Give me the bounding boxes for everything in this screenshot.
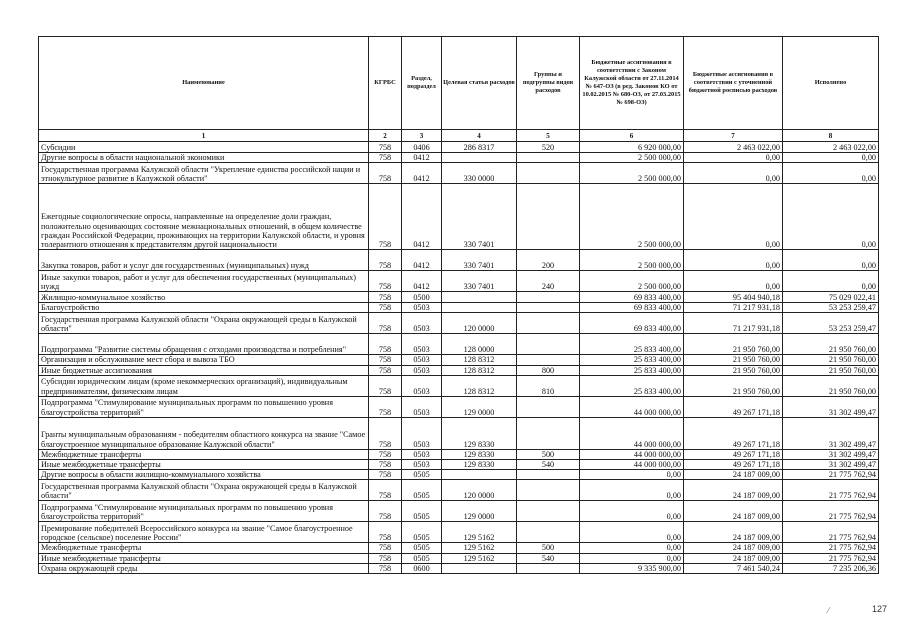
cell-group: 520	[517, 142, 580, 153]
cell-law: 2 500 000,00	[580, 163, 684, 184]
cell-razdel: 0503	[402, 355, 442, 365]
cell-refined: 49 267 171,18	[684, 449, 783, 459]
cell-group	[517, 522, 580, 543]
cell-target: 330 0000	[442, 163, 517, 184]
col-number: 8	[783, 130, 879, 142]
cell-kgrbs: 758	[369, 142, 402, 153]
cell-razdel: 0505	[402, 480, 442, 501]
cell-name: Иные межбюджетные трансферты	[39, 553, 369, 563]
cell-refined: 24 187 009,00	[684, 522, 783, 543]
cell-done: 21 775 762,94	[783, 501, 879, 522]
cell-kgrbs: 758	[369, 355, 402, 365]
cell-target	[442, 153, 517, 163]
pen-mark: ⁄	[828, 606, 830, 615]
cell-group	[517, 470, 580, 480]
table-row	[39, 334, 879, 355]
cell-done: 21 950 760,00	[783, 355, 879, 365]
cell-refined: 49 267 171,18	[684, 460, 783, 470]
cell-done: 0,00	[783, 271, 879, 292]
cell-done: 31 302 499,47	[783, 417, 879, 449]
cell-kgrbs: 758	[369, 460, 402, 470]
cell-razdel: 0505	[402, 470, 442, 480]
table-row	[39, 553, 879, 563]
cell-razdel: 0412	[402, 271, 442, 292]
cell-kgrbs: 758	[369, 292, 402, 303]
cell-refined: 49 267 171,18	[684, 417, 783, 449]
cell-kgrbs: 758	[369, 250, 402, 271]
cell-refined: 21 950 760,00	[684, 334, 783, 355]
cell-name: Государственная программа Калужской области "Укрепление единства российской нации и этнокультурное развитие в Калужской области"	[39, 163, 369, 184]
cell-target: 128 8312	[442, 375, 517, 396]
cell-refined: 24 187 009,00	[684, 553, 783, 563]
cell-group	[517, 163, 580, 184]
table-row	[39, 250, 879, 271]
cell-group: 540	[517, 460, 580, 470]
cell-refined: 21 950 760,00	[684, 375, 783, 396]
cell-refined: 49 267 171,18	[684, 396, 783, 417]
cell-kgrbs: 758	[369, 334, 402, 355]
col-number: 5	[517, 130, 580, 142]
cell-target: 128 0000	[442, 334, 517, 355]
cell-group	[517, 480, 580, 501]
table-row	[39, 365, 879, 375]
cell-razdel: 0500	[402, 292, 442, 303]
cell-target	[442, 303, 517, 313]
col-header-law: Бюджетные ассигнования в соответствии с Законом Калужской области от 27.11.2014 № 647-ОЗ (в ред. Законов КО от 10.02.2015 № 680-ОЗ, от 27.03.2015 № 698-ОЗ)	[580, 37, 684, 130]
cell-group: 810	[517, 375, 580, 396]
col-header-razdel: Раздел, подраздел	[402, 37, 442, 130]
cell-refined: 24 187 009,00	[684, 543, 783, 553]
cell-done: 31 302 499,47	[783, 449, 879, 459]
cell-refined: 71 217 931,18	[684, 303, 783, 313]
table-row	[39, 417, 879, 449]
col-number: 2	[369, 130, 402, 142]
cell-kgrbs: 758	[369, 480, 402, 501]
cell-kgrbs: 758	[369, 271, 402, 292]
cell-target: 129 5162	[442, 522, 517, 543]
cell-group: 500	[517, 543, 580, 553]
cell-name: Подпрограмма "Стимулирование муниципальных программ по повышению уровня благоустройства территорий"	[39, 501, 369, 522]
cell-law: 2 500 000,00	[580, 250, 684, 271]
cell-law: 2 500 000,00	[580, 184, 684, 250]
cell-done: 21 775 762,94	[783, 470, 879, 480]
cell-razdel: 0505	[402, 553, 442, 563]
cell-name: Иные бюджетные ассигнования	[39, 365, 369, 375]
cell-refined: 0,00	[684, 163, 783, 184]
cell-razdel: 0503	[402, 303, 442, 313]
cell-done: 31 302 499,47	[783, 396, 879, 417]
cell-refined: 0,00	[684, 153, 783, 163]
cell-refined: 24 187 009,00	[684, 480, 783, 501]
cell-name: Подпрограмма "Стимулирование муниципальных программ по повышению уровня благоустройства территорий"	[39, 396, 369, 417]
table-row	[39, 292, 879, 303]
table-row	[39, 563, 879, 573]
cell-kgrbs: 758	[369, 522, 402, 543]
cell-kgrbs: 758	[369, 543, 402, 553]
cell-refined: 21 950 760,00	[684, 355, 783, 365]
cell-group	[517, 313, 580, 334]
cell-law: 0,00	[580, 553, 684, 563]
table-row	[39, 153, 879, 163]
cell-done: 21 775 762,94	[783, 522, 879, 543]
cell-refined: 21 950 760,00	[684, 365, 783, 375]
cell-target: 330 7401	[442, 271, 517, 292]
cell-name: Государственная программа Калужской области "Охрана окружающей среды в Калужской области"	[39, 480, 369, 501]
cell-kgrbs: 758	[369, 375, 402, 396]
cell-razdel: 0503	[402, 396, 442, 417]
cell-refined: 7 461 540,24	[684, 563, 783, 573]
cell-target: 129 8330	[442, 417, 517, 449]
cell-target: 129 0000	[442, 501, 517, 522]
cell-target: 129 8330	[442, 460, 517, 470]
cell-name: Государственная программа Калужской области "Охрана окружающей среды в Калужской области"	[39, 313, 369, 334]
cell-kgrbs: 758	[369, 396, 402, 417]
table-row	[39, 522, 879, 543]
cell-law: 25 833 400,00	[580, 365, 684, 375]
cell-done: 7 235 206,36	[783, 563, 879, 573]
cell-group	[517, 417, 580, 449]
cell-name: Благоустройство	[39, 303, 369, 313]
cell-razdel: 0503	[402, 460, 442, 470]
col-number: 3	[402, 130, 442, 142]
cell-group	[517, 292, 580, 303]
cell-done: 0,00	[783, 153, 879, 163]
column-number-row	[39, 130, 879, 142]
cell-law: 69 833 400,00	[580, 303, 684, 313]
cell-law: 0,00	[580, 501, 684, 522]
cell-done: 21 775 762,94	[783, 480, 879, 501]
cell-name: Межбюджетные трансферты	[39, 543, 369, 553]
cell-name: Закупка товаров, работ и услуг для государственных (муниципальных) нужд	[39, 250, 369, 271]
cell-law: 69 833 400,00	[580, 313, 684, 334]
cell-group	[517, 184, 580, 250]
cell-group	[517, 396, 580, 417]
table-row	[39, 470, 879, 480]
cell-done: 21 950 760,00	[783, 375, 879, 396]
cell-razdel: 0503	[402, 313, 442, 334]
cell-done: 2 463 022,00	[783, 142, 879, 153]
cell-done: 21 950 760,00	[783, 334, 879, 355]
table-row	[39, 313, 879, 334]
cell-name: Премирование победителей Всероссийского конкурса на звание "Самое благоустроенное городское (сельское) поселение России"	[39, 522, 369, 543]
cell-law: 44 000 000,00	[580, 417, 684, 449]
cell-target: 120 0000	[442, 480, 517, 501]
table-row	[39, 375, 879, 396]
cell-kgrbs: 758	[369, 303, 402, 313]
cell-law: 0,00	[580, 522, 684, 543]
cell-kgrbs: 758	[369, 501, 402, 522]
cell-name: Охрана окружающей среды	[39, 563, 369, 573]
cell-law: 6 920 000,00	[580, 142, 684, 153]
cell-done: 53 253 259,47	[783, 303, 879, 313]
cell-group: 800	[517, 365, 580, 375]
cell-name: Субсидии	[39, 142, 369, 153]
cell-group: 500	[517, 449, 580, 459]
cell-razdel: 0505	[402, 543, 442, 553]
cell-name: Другие вопросы в области жилищно-коммунального хозяйства	[39, 470, 369, 480]
cell-razdel: 0600	[402, 563, 442, 573]
cell-done: 31 302 499,47	[783, 460, 879, 470]
cell-law: 0,00	[580, 543, 684, 553]
cell-refined: 24 187 009,00	[684, 470, 783, 480]
cell-razdel: 0412	[402, 163, 442, 184]
table-row	[39, 543, 879, 553]
col-header-kgrbs: КГРБС	[369, 37, 402, 130]
cell-razdel: 0503	[402, 417, 442, 449]
budget-table	[38, 36, 879, 574]
cell-razdel: 0412	[402, 153, 442, 163]
table-row	[39, 271, 879, 292]
cell-group	[517, 501, 580, 522]
col-number: 1	[39, 130, 369, 142]
cell-group: 200	[517, 250, 580, 271]
cell-name: Иные межбюджетные трансферты	[39, 460, 369, 470]
cell-group: 240	[517, 271, 580, 292]
cell-target: 330 7401	[442, 250, 517, 271]
cell-group	[517, 355, 580, 365]
cell-group: 540	[517, 553, 580, 563]
cell-razdel: 0503	[402, 365, 442, 375]
cell-law: 44 000 000,00	[580, 396, 684, 417]
cell-target	[442, 292, 517, 303]
cell-law: 2 500 000,00	[580, 271, 684, 292]
cell-target: 330 7401	[442, 184, 517, 250]
table-row	[39, 142, 879, 153]
col-header-name: Наименование	[39, 37, 369, 130]
page-number: 127	[872, 604, 888, 614]
cell-name: Жилищно-коммунальное хозяйство	[39, 292, 369, 303]
cell-done: 75 029 022,41	[783, 292, 879, 303]
col-header-groups: Группы и подгруппы видов расходов	[517, 37, 580, 130]
cell-kgrbs: 758	[369, 563, 402, 573]
cell-done: 0,00	[783, 163, 879, 184]
cell-law: 25 833 400,00	[580, 375, 684, 396]
cell-razdel: 0503	[402, 449, 442, 459]
cell-refined: 0,00	[684, 271, 783, 292]
table-row	[39, 449, 879, 459]
cell-law: 2 500 000,00	[580, 153, 684, 163]
col-number: 6	[580, 130, 684, 142]
cell-law: 0,00	[580, 480, 684, 501]
cell-law: 44 000 000,00	[580, 460, 684, 470]
table-row	[39, 163, 879, 184]
cell-law: 25 833 400,00	[580, 334, 684, 355]
cell-kgrbs: 758	[369, 313, 402, 334]
col-number: 7	[684, 130, 783, 142]
cell-kgrbs: 758	[369, 153, 402, 163]
cell-target: 129 5162	[442, 553, 517, 563]
cell-refined: 71 217 931,18	[684, 313, 783, 334]
col-header-target: Целевая статья расходов	[442, 37, 517, 130]
cell-law: 69 833 400,00	[580, 292, 684, 303]
cell-done: 21 950 760,00	[783, 365, 879, 375]
cell-name: Ежегодные социологические опросы, направленные на определение доли граждан, положительно оценивающих состояние межнациональных отношений, в общем количестве граждан Российской Федерации, проживающих на территории Калужской области, и уровня толерантного отношения к представителям другой национальности	[39, 184, 369, 250]
cell-kgrbs: 758	[369, 417, 402, 449]
cell-done: 21 775 762,94	[783, 543, 879, 553]
cell-name: Другие вопросы в области национальной экономики	[39, 153, 369, 163]
table-row	[39, 355, 879, 365]
cell-law: 25 833 400,00	[580, 355, 684, 365]
cell-razdel: 0505	[402, 522, 442, 543]
cell-target: 128 8312	[442, 355, 517, 365]
col-header-done: Исполнено	[783, 37, 879, 130]
cell-name: Межбюджетные трансферты	[39, 449, 369, 459]
cell-law: 44 000 000,00	[580, 449, 684, 459]
table-row	[39, 184, 879, 250]
cell-razdel: 0412	[402, 184, 442, 250]
cell-name: Иные закупки товаров, работ и услуг для обеспечения государственных (муниципальных) нужд	[39, 271, 369, 292]
cell-group	[517, 334, 580, 355]
table-row	[39, 303, 879, 313]
cell-target: 120 0000	[442, 313, 517, 334]
cell-done: 53 253 259,47	[783, 313, 879, 334]
budget-table-sheet	[38, 36, 878, 574]
cell-refined: 0,00	[684, 184, 783, 250]
cell-razdel: 0412	[402, 250, 442, 271]
cell-group	[517, 303, 580, 313]
table-row	[39, 460, 879, 470]
cell-target: 286 8317	[442, 142, 517, 153]
cell-razdel: 0505	[402, 501, 442, 522]
cell-refined: 95 404 940,18	[684, 292, 783, 303]
table-row	[39, 501, 879, 522]
cell-group	[517, 153, 580, 163]
cell-target: 128 8312	[442, 365, 517, 375]
table-row	[39, 480, 879, 501]
cell-kgrbs: 758	[369, 163, 402, 184]
cell-target	[442, 563, 517, 573]
cell-done: 0,00	[783, 184, 879, 250]
cell-target: 129 8330	[442, 449, 517, 459]
cell-group	[517, 563, 580, 573]
cell-target	[442, 470, 517, 480]
cell-razdel: 0503	[402, 375, 442, 396]
table-row	[39, 396, 879, 417]
cell-kgrbs: 758	[369, 470, 402, 480]
cell-kgrbs: 758	[369, 365, 402, 375]
cell-done: 21 775 762,94	[783, 553, 879, 563]
cell-law: 9 335 900,00	[580, 563, 684, 573]
col-header-refined: Бюджетные ассигнования в соответствии с уточненной бюджетной росписью расходов	[684, 37, 783, 130]
cell-name: Субсидии юридическим лицам (кроме некоммерческих организаций), индивидуальным предпринимателям, физическим лицам	[39, 375, 369, 396]
cell-name: Подпрограмма "Развитие системы обращения с отходами производства и потребления"	[39, 334, 369, 355]
cell-name: Организация и обслуживание мест сбора и вывоза ТБО	[39, 355, 369, 365]
cell-refined: 2 463 022,00	[684, 142, 783, 153]
cell-refined: 0,00	[684, 250, 783, 271]
cell-kgrbs: 758	[369, 184, 402, 250]
cell-law: 0,00	[580, 470, 684, 480]
cell-refined: 24 187 009,00	[684, 501, 783, 522]
cell-target: 129 0000	[442, 396, 517, 417]
cell-razdel: 0406	[402, 142, 442, 153]
cell-kgrbs: 758	[369, 553, 402, 563]
cell-razdel: 0503	[402, 334, 442, 355]
header-row	[39, 37, 879, 130]
cell-name: Гранты муниципальным образованиям - победителям областного конкурса на звание "Самое благоустроенное муниципальное образование Калужской области"	[39, 417, 369, 449]
cell-kgrbs: 758	[369, 449, 402, 459]
col-number: 4	[442, 130, 517, 142]
cell-target: 129 5162	[442, 543, 517, 553]
cell-done: 0,00	[783, 250, 879, 271]
